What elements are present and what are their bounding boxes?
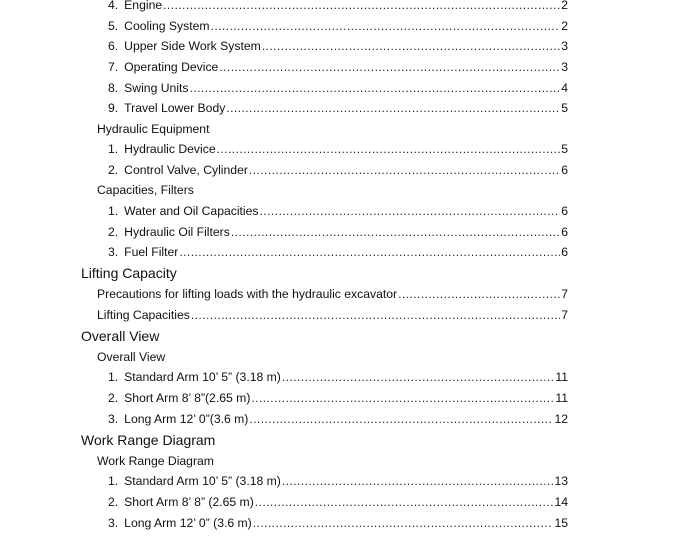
entry-page: 14 <box>554 495 568 509</box>
toc-entry-hydraulic-device[interactable] <box>108 141 568 157</box>
entry-page: 6 <box>561 163 568 177</box>
dot-leader <box>260 203 561 219</box>
dot-leader <box>282 473 554 489</box>
entry-number: 7. <box>108 60 119 74</box>
entry-label: Long Arm 12’ 0” (3.6 m) <box>124 516 252 530</box>
entry-page: 3 <box>561 60 568 74</box>
dot-leader <box>253 515 554 531</box>
entry-number: 2. <box>108 163 119 177</box>
entry-number: 1. <box>108 142 119 156</box>
dot-leader <box>262 38 560 54</box>
toc-entry-overall-long-arm[interactable] <box>108 411 568 427</box>
dot-leader <box>226 100 560 116</box>
entry-label: Operating Device <box>124 60 219 74</box>
toc-entry-overall-standard-arm[interactable] <box>108 369 568 385</box>
toc-entry-work-range-standard-arm[interactable] <box>108 473 568 489</box>
entry-page: 2 <box>561 19 568 33</box>
entry-label: Hydraulic Oil Filters <box>124 225 230 239</box>
entry-label: Long Arm 12’ 0”(3.6 m) <box>124 412 249 426</box>
dot-leader <box>219 59 560 75</box>
toc-entry-lifting-precautions[interactable] <box>97 286 568 302</box>
entry-number: 9. <box>108 101 119 115</box>
entry-label: Cooling System <box>124 19 210 33</box>
entry-number: 1. <box>108 204 119 218</box>
entry-number: 2. <box>108 225 119 239</box>
entry-number: 1. <box>108 370 119 384</box>
dot-leader <box>398 286 560 302</box>
entry-page: 3 <box>561 39 568 53</box>
toc-entry-operating-device[interactable] <box>108 59 568 75</box>
entry-page: 2 <box>561 0 568 12</box>
dot-leader <box>231 224 560 240</box>
dot-leader <box>190 80 561 96</box>
entry-label: Lifting Capacities <box>97 308 190 322</box>
dot-leader <box>282 369 554 385</box>
toc-entry-engine[interactable] <box>108 0 568 13</box>
dot-leader <box>249 411 553 427</box>
dot-leader <box>249 162 560 178</box>
heading-work-range-diagram[interactable]: Work Range Diagram <box>81 432 216 448</box>
entry-number: 4. <box>108 0 119 12</box>
entry-page: 11 <box>555 370 568 384</box>
toc-entry-overall-short-arm[interactable] <box>108 390 568 406</box>
toc-entry-travel-lower-body[interactable] <box>108 100 568 116</box>
toc-entry-work-range-short-arm[interactable] <box>108 494 568 510</box>
dot-leader <box>255 494 554 510</box>
toc-entry-work-range-long-arm[interactable] <box>108 515 568 531</box>
entry-label: Fuel Filter <box>124 245 179 259</box>
entry-number: 3. <box>108 516 119 530</box>
subheading-hydraulic-equipment[interactable]: Hydraulic Equipment <box>97 122 210 136</box>
toc-entry-fuel-filter[interactable] <box>108 244 568 260</box>
entry-page: 4 <box>561 81 568 95</box>
entry-page: 5 <box>561 142 568 156</box>
toc-entry-swing-units[interactable] <box>108 80 568 96</box>
heading-overall-view[interactable]: Overall View <box>81 328 160 344</box>
toc-entry-upper-side-work-system[interactable] <box>108 38 568 54</box>
entry-label: Short Arm 8’ 8”(2.65 m) <box>124 391 251 405</box>
dot-leader <box>251 390 554 406</box>
entry-number: 3. <box>108 245 119 259</box>
entry-page: 6 <box>561 204 568 218</box>
entry-number: 8. <box>108 81 119 95</box>
subheading-work-range-diagram[interactable]: Work Range Diagram <box>97 454 214 468</box>
entry-number: 1. <box>108 474 119 488</box>
dot-leader <box>211 18 561 34</box>
dot-leader <box>191 307 560 323</box>
entry-label: Precautions for lifting loads with the hydraulic excavator <box>97 287 398 301</box>
toc-entry-control-valve-cylinder[interactable] <box>108 162 568 178</box>
toc-entry-cooling-system[interactable] <box>108 18 568 34</box>
entry-page: 6 <box>561 225 568 239</box>
entry-number: 3. <box>108 412 119 426</box>
entry-page: 7 <box>561 308 568 322</box>
entry-label: Standard Arm 10’ 5” (3.18 m) <box>124 370 281 384</box>
entry-page: 11 <box>555 391 568 405</box>
dot-leader <box>163 0 560 13</box>
entry-label: Water and Oil Capacities <box>124 204 259 218</box>
entry-number: 2. <box>108 495 119 509</box>
dot-leader <box>217 141 561 157</box>
entry-number: 6. <box>108 39 119 53</box>
entry-page: 7 <box>561 287 568 301</box>
entry-page: 15 <box>554 516 568 530</box>
dot-leader <box>179 244 560 260</box>
entry-label: Control Valve, Cylinder <box>124 163 248 177</box>
entry-number: 5. <box>108 19 119 33</box>
toc-entry-water-oil-capacities[interactable] <box>108 203 568 219</box>
entry-page: 6 <box>561 245 568 259</box>
subheading-overall-view[interactable]: Overall View <box>97 350 166 364</box>
entry-label: Travel Lower Body <box>124 101 226 115</box>
entry-label: Hydraulic Device <box>124 142 216 156</box>
entry-page: 13 <box>554 474 568 488</box>
entry-number: 2. <box>108 391 119 405</box>
heading-lifting-capacity[interactable]: Lifting Capacity <box>81 265 177 281</box>
entry-label: Standard Arm 10’ 5” (3.18 m) <box>124 474 281 488</box>
entry-label: Short Arm 8’ 8” (2.65 m) <box>124 495 254 509</box>
entry-label: Engine <box>124 0 163 12</box>
subheading-capacities-filters[interactable]: Capacities, Filters <box>97 183 194 197</box>
entry-label: Upper Side Work System <box>124 39 261 53</box>
entry-page: 5 <box>561 101 568 115</box>
toc-entry-lifting-capacities[interactable] <box>97 307 568 323</box>
entry-page: 12 <box>554 412 568 426</box>
toc-entry-hydraulic-oil-filters[interactable] <box>108 224 568 240</box>
entry-label: Swing Units <box>124 81 189 95</box>
